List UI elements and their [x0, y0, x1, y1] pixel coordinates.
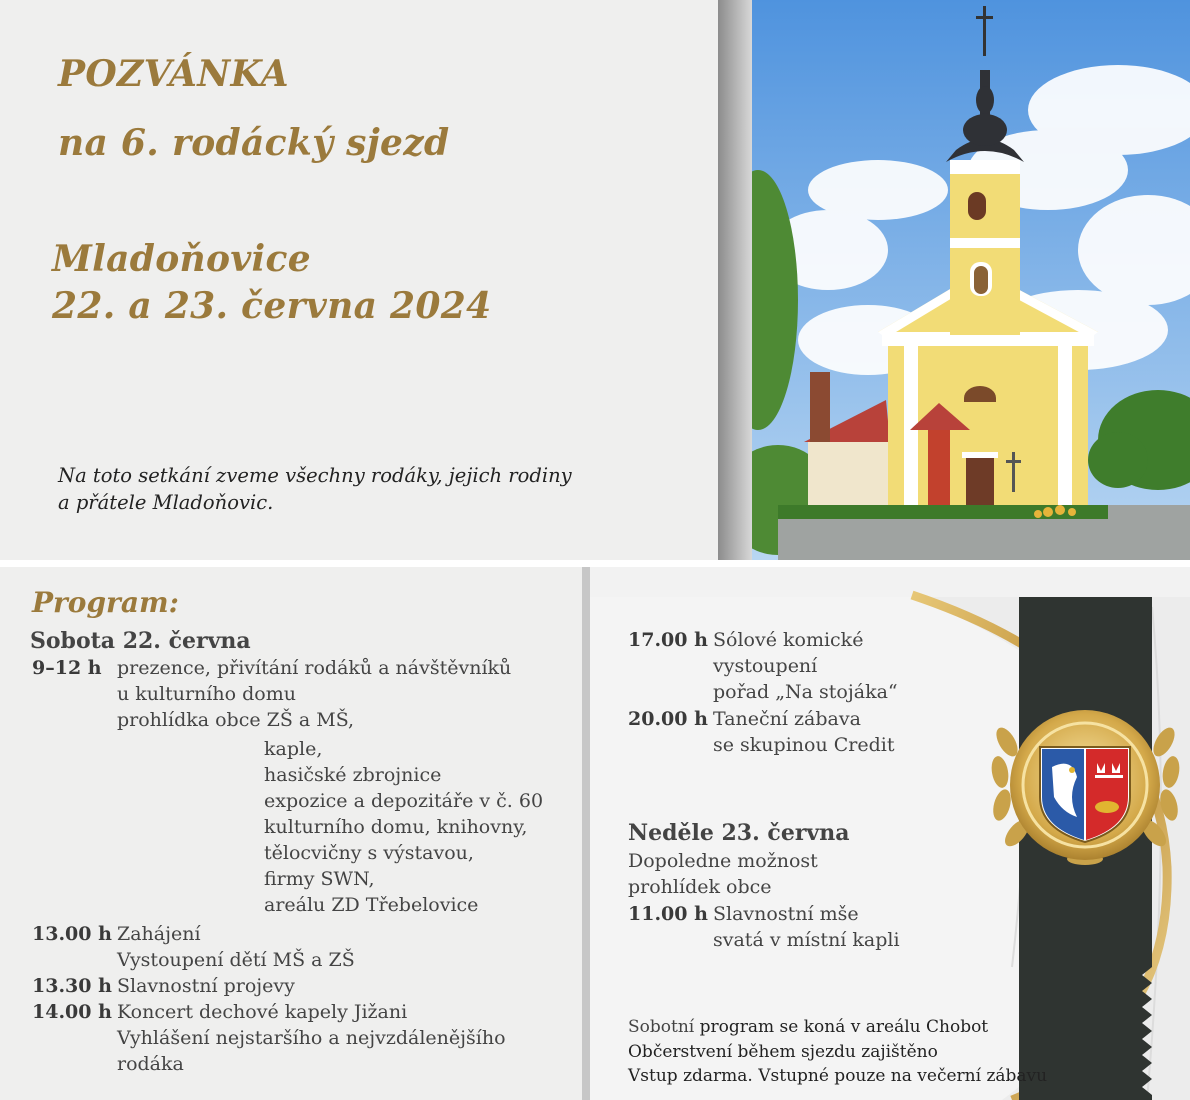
program-title: Program: [32, 586, 179, 619]
invitation-text: Na toto setkání zveme všechny rodáky, jejich rodiny a přátele Mladoňovic. [58, 464, 572, 514]
church-photo [718, 0, 1190, 560]
sunday-heading: Neděle 23. června [628, 820, 850, 846]
place-name: Mladoňovice [52, 238, 311, 280]
title-event: na 6. rodácký sjezd [58, 122, 450, 164]
side-building [808, 440, 888, 510]
program-item-tour-list: kaple, hasičské zbrojnice expozice a depozitáře v č. 60 kulturního domu, knihovny, tělocvičny s výstavou, firmy SWN, areálu ZD Třebelovice [264, 738, 544, 916]
event-dates: 22. a 23. června 2024 [52, 285, 492, 327]
footer-venue: Sobotní program se koná v areálu Chobot [628, 1017, 989, 1037]
wayside-shrine [928, 428, 950, 508]
church-illustration [718, 0, 1190, 560]
sunday-intro: Dopoledne možnost prohlídek obce [628, 850, 818, 898]
chimney [810, 372, 830, 442]
saturday-heading: Sobota 22. června [30, 628, 251, 654]
invitation-header-panel [0, 0, 718, 560]
title-pozvanka: POZVÁNKA [58, 53, 289, 95]
footer-refreshments: Občerstvení během sjezdu zajištěno [628, 1042, 938, 1062]
footer-admission: Vstup zdarma. Vstupné pouze na večerní zábavu [628, 1066, 1048, 1086]
photo-frame-edge [718, 0, 752, 560]
